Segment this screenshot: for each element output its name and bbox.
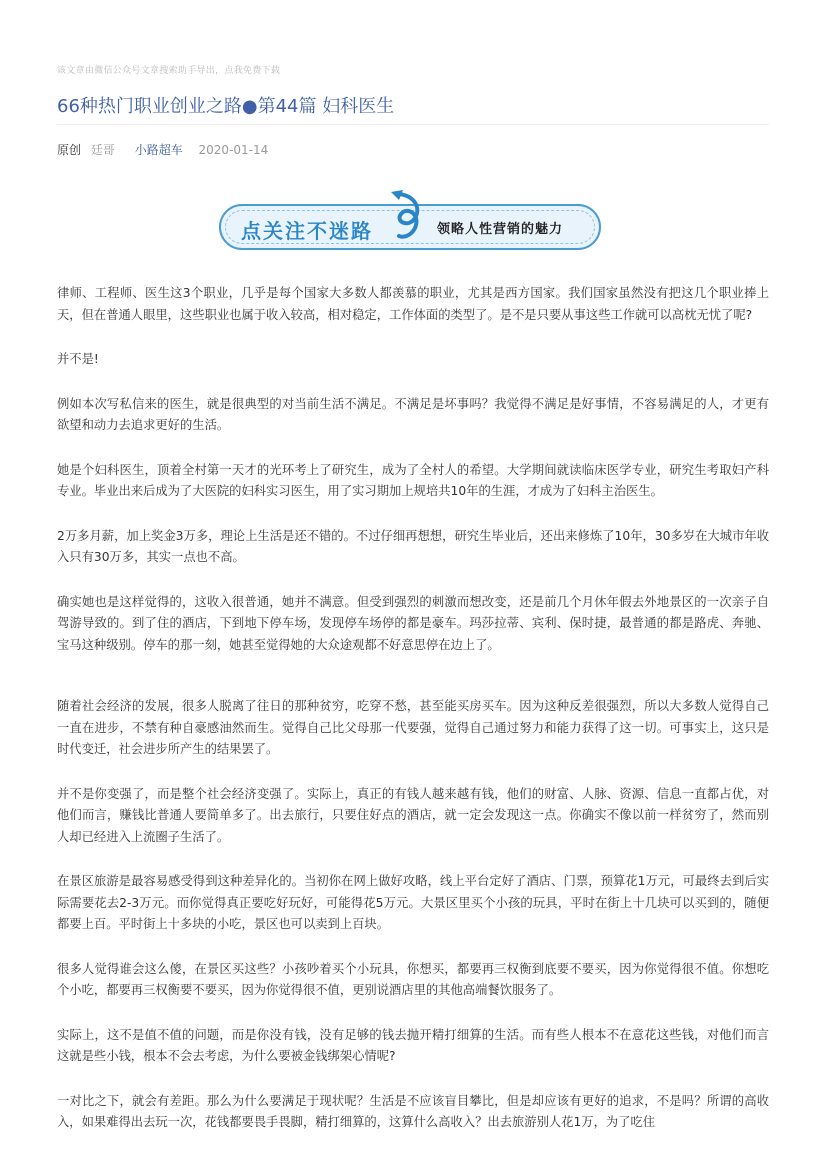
article-title: 66种热门职业创业之路●第44篇 妇科医生 (57, 96, 395, 117)
paragraph: 2万多月薪，加上奖金3万多，理论上生活是还不错的。不过仔细再想想，研究生毕业后，还出来修炼了10年，30多岁在大城市年收入只有30万多，其实一点也不高。 (57, 528, 769, 564)
publish-date: 2020-01-14 (198, 143, 269, 157)
author-name: 廷哥 (90, 143, 115, 157)
paragraph: 实际上，这不是值不值的问题，而是你没有钱，没有足够的钱去抛开精打细算的生活。而有些人根本不在意花这些钱，对他们而言这就是些小钱，根本不会去考虑，为什么要被金钱绑架心情呢? (57, 1027, 769, 1063)
paragraph: 确实她也是这样觉得的，这收入很普通，她并不满意。但受到强烈的刺激而想改变，还是前几个月休年假去外地景区的一次亲子自驾游导致的。到了住的酒店，下到地下停车场，发现停车场停的都是豪车。玛莎拉蒂、宾利、保时捷，最普通的都是路虎、奔驰、宝马这种级别。停车的那一刻，她甚至觉得她的大众途观都不好意思停在边上了。 (57, 594, 769, 652)
banner-right-text: 领略人性营销的魅力 (437, 222, 564, 237)
swirl-arrow-icon (385, 188, 435, 244)
paragraph: 她是个妇科医生，顶着全村第一天才的光环考上了研究生，成为了全村人的希望。大学期间就读临床医学专业，研究生考取妇产科专业。毕业出来后成为了大医院的妇科实习医生，用了实习期加上规培共10年的生涯，才成为了妇科主治医生。 (57, 462, 769, 498)
paragraph: 并不是你变强了，而是整个社会经济变强了。实际上，真正的有钱人越来越有钱，他们的财富、人脉、资源、信息一直都占优，对他们而言，赚钱比普通人要简单多了。出去旅行，只要住好点的酒店，就一定会发现这一点。你确实不像以前一样贫穷了，然而别人却已经进入上流圈子生活了。 (57, 786, 769, 844)
export-watermark[interactable]: 该文章由微信公众号文章搜索助手导出，点我免费下载 (57, 66, 281, 76)
paragraph: 例如本次写私信来的医生，就是很典型的对当前生活不满足。不满足是坏事吗？我觉得不满足是好事情，不容易满足的人，才更有欲望和动力去追求更好的生活。 (57, 396, 769, 432)
paragraph: 在景区旅游是最容易感受得到这种差异化的。当初你在网上做好攻略，线上平台定好了酒店、门票，预算花1万元，可最终去到后实际需要花去2-3万元。而你觉得真正要吃好玩好，可能得花5万元。大景区里买个小孩的玩具，平时在街上十几块可以买到的，随便都要上百。平时街上十多块的小吃，景区也可以卖到上百块。 (57, 874, 769, 931)
paragraph: 很多人觉得谁会这么傻，在景区买这些？小孩吵着买个小玩具，你想买，都要再三权衡到底要不要买，因为你觉得很不值。你想吃个小吃，都要再三权衡要不要买，因为你觉得很不值，更别说酒店里的其他高端餐饮服务了。 (57, 961, 769, 997)
account-link[interactable]: 小路超车 (134, 143, 183, 157)
original-tag: 原创 (57, 143, 82, 157)
paragraph: 随着社会经济的发展，很多人脱离了往日的那种贫穷，吃穿不愁，甚至能买房买车。因为这种反差很强烈，所以大多数人觉得自己一直在进步，不禁有种自豪感油然而生。觉得自己比父母那一代要强，觉得自己通过努力和能力获得了这一切。可事实上，这只是时代变迁，社会进步所产生的结果罢了。 (57, 699, 769, 756)
paragraph: 一对比之下，就会有差距。那么为什么要满足于现状呢？生活是不应该盲目攀比，但是却应该有更好的追求，不是吗？所谓的高收入，如果难得出去玩一次，花钱都要畏手畏脚，精打细算的，这算什么高收入？出去旅游别人花1万，为了吃住 (57, 1093, 769, 1129)
paragraph: 并不是! (57, 352, 99, 366)
banner-left-text: 点关注不迷路 (241, 219, 373, 243)
title-divider (57, 124, 769, 125)
paragraph: 律师、工程师、医生这3个职业，几乎是每个国家大多数人都羡慕的职业，尤其是西方国家。我们国家虽然没有把这几个职业捧上天，但在普通人眼里，这些职业也属于收入较高，相对稳定，工作体面的类型了。是不是只要从事这些工作就可以高枕无忧了呢? (57, 286, 769, 322)
follow-banner (219, 188, 603, 252)
article-meta (57, 141, 274, 158)
article-body (57, 283, 769, 1157)
